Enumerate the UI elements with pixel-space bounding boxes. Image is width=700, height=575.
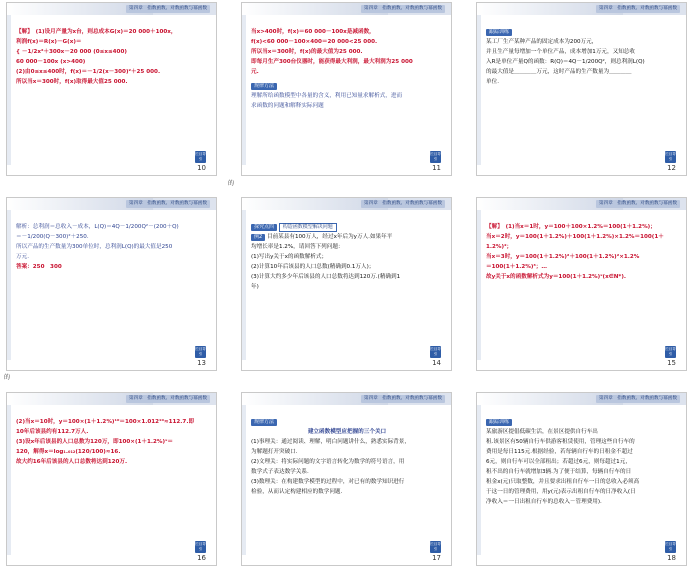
method-tag: 跟踪训练 [486, 29, 512, 36]
line-text: 入R是单位产量Q的函数：R(Q)＝4Q－1/200Q²，则总利润L(Q) [486, 59, 645, 65]
slide-header-bar [7, 3, 216, 15]
line-text: 答案：250 300 [16, 264, 62, 270]
text-line [16, 222, 208, 232]
slide-body [16, 27, 208, 87]
method-row [251, 81, 443, 91]
slide-number: 13 [197, 359, 206, 367]
slide-number: 15 [667, 359, 676, 367]
text-line [486, 272, 678, 282]
text-line [16, 77, 208, 87]
slide-12[interactable] [476, 2, 687, 176]
menu-button[interactable]: 栏目导引 [195, 346, 206, 358]
chapter-label: 第四章 指数函数、对数函数与幂函数 [596, 395, 680, 403]
text-line [16, 437, 208, 447]
tag-row [251, 417, 443, 427]
method-tag: 跟踪训练 [486, 419, 512, 426]
line-text: 均增长率是1.2%，请回答下列问题： [251, 244, 344, 250]
slide-number: 12 [667, 164, 676, 172]
text-line [16, 262, 208, 272]
slide-body [251, 417, 443, 497]
slide-header-bar [7, 393, 216, 405]
text-line [486, 262, 678, 272]
line-text: 10年后该县约有112.7万人. [16, 429, 89, 435]
line-text: 当x＝3时，y＝100(1＋1.2%)²＋100(1＋1.2%)²×1.2% [486, 254, 640, 260]
slide-edge [242, 405, 246, 555]
line-text: 【解】 (1)当x＝1时，y＝100＋100×1.2%＝100(1＋1.2%)； [486, 224, 656, 230]
text-line [486, 487, 678, 497]
text-line [486, 222, 678, 232]
line-text: 所以当x＝300时，f(x)的最大值为25 000. [251, 49, 363, 55]
text-line [486, 57, 678, 67]
example-tag: 例2 [251, 234, 265, 241]
slide-body [486, 27, 678, 87]
text-line [486, 67, 678, 77]
slide-body [251, 27, 443, 111]
line-text: 某工厂生产某种产品的固定成本为200万元， [486, 39, 598, 45]
text-line [486, 497, 678, 507]
line-text: ＝－1/200(Q－300)²＋250. [16, 234, 89, 240]
line-text: 1.2%)²； [486, 244, 513, 250]
line-text: 单位. [486, 79, 499, 85]
line-text: 当x＝2时，y＝100(1＋1.2%)＋100(1＋1.2%)×1.2%＝100(1＋ [486, 234, 664, 240]
text-line [251, 37, 443, 47]
menu-button[interactable]: 栏目导引 [665, 151, 676, 163]
text-line [16, 27, 208, 37]
slide-body [486, 417, 678, 507]
line-text: (2)计算10年后该县的人口总数(精确到0.1万人)； [251, 264, 375, 270]
line-text: 净收入＝一日出租自行车的总收入－管理费用). [486, 499, 602, 505]
slide-body [16, 417, 208, 467]
slide-number: 11 [432, 164, 441, 172]
line-text: 故y关于x的函数解析式为y＝100(1＋1.2%)ˣ(x∈N*). [486, 274, 626, 280]
chapter-label: 第四章 指数函数、对数函数与幂函数 [361, 5, 445, 13]
text-line [16, 232, 208, 242]
text-line [251, 242, 443, 252]
slide-15[interactable] [476, 197, 687, 371]
text-line [486, 457, 678, 467]
line-text: 当x>400时，f(x)＝60 000－100x是减函数， [251, 29, 375, 35]
text-line [251, 262, 443, 272]
text-line [16, 57, 208, 67]
menu-button[interactable]: 栏目导引 [665, 541, 676, 553]
slide-11[interactable] [241, 2, 452, 176]
text-line [251, 232, 443, 242]
text-line [16, 37, 208, 47]
line-text: 数学式子表达数学关系. [251, 469, 309, 475]
line-text: 租不出的自行车就增加3辆.为了便于结算，每辆自行车的日 [486, 469, 632, 475]
line-text: (1)事理关：通过阅读、理解，明白问题讲什么，熟悉实际背景， [251, 439, 410, 445]
line-text: 费用是每日115元.根据经验，若每辆自行车的日租金不超过 [486, 449, 633, 455]
side-note: 的 [4, 374, 11, 381]
chapter-label: 第四章 指数函数、对数函数与幂函数 [126, 395, 210, 403]
slide-edge [242, 15, 246, 165]
method-line: 求函数的问题和解释实际问题 [251, 103, 324, 109]
chapter-label: 第四章 指数函数、对数函数与幂函数 [596, 200, 680, 208]
line-text: (3)设x年后该县的人口总数为120万，即100×(1＋1.2%)ˣ＝ [16, 439, 173, 445]
text-line [486, 37, 678, 47]
line-text: 检验，从而认定构建相应的数学问题. [251, 489, 343, 495]
slide-header-bar [477, 198, 686, 210]
slide-number: 10 [197, 164, 206, 172]
text-line [251, 447, 443, 457]
menu-button[interactable]: 栏目导引 [195, 151, 206, 163]
text-line [486, 447, 678, 457]
line-text: (2)文理关：将实际问题的文字语言转化为数学的符号语言，用 [251, 459, 405, 465]
line-text: 利润f(x)＝R(x)－G(x)＝ [16, 39, 82, 45]
text-line [16, 67, 208, 77]
line-text: 年) [251, 284, 259, 290]
chapter-label: 第四章 指数函数、对数函数与幂函数 [361, 200, 445, 208]
slide-17[interactable] [241, 392, 452, 566]
method-tag: 规律方法 [251, 83, 277, 90]
slide-18[interactable] [476, 392, 687, 566]
text-line [486, 252, 678, 262]
text-line [251, 487, 443, 497]
line-text: (1)写出y关于x的函数解析式； [251, 254, 328, 260]
section-title [251, 222, 443, 232]
line-text: 的最大值是＿＿＿＿万元，这时产品的生产数量为＿＿＿＿ [486, 69, 632, 75]
line-text: 为解题打开突破口. [251, 449, 298, 455]
text-line [251, 252, 443, 262]
slide-body [251, 222, 443, 292]
menu-button[interactable]: 栏目导引 [195, 541, 206, 553]
line-text: 所以产品的生产数量为300单位时，总利润L(Q)的最大值是250 [16, 244, 173, 250]
text-line [16, 457, 208, 467]
slide-edge [477, 405, 481, 555]
line-text: 元. [251, 69, 259, 75]
line-text: 某旅游区提倡低碳生活，在景区提供自行车出 [486, 429, 598, 435]
menu-button[interactable]: 栏目导引 [665, 346, 676, 358]
line-text: 6元，则自行车可以全部租出；若超过6元，则每超过1元， [486, 459, 631, 465]
text-line [486, 437, 678, 447]
slide-number: 17 [432, 554, 441, 562]
line-text: f(x)<60 000－100×400＝20 000<25 000. [251, 39, 378, 45]
text-line [251, 27, 443, 37]
text-line [16, 47, 208, 57]
slide-edge [7, 15, 11, 165]
slide-body [16, 222, 208, 272]
line-text: 解析：总利润＝总收入－成本，L(Q)＝4Q－1/200Q²－(200＋Q) [16, 224, 179, 230]
slide-10[interactable] [6, 2, 217, 176]
slide-edge [7, 405, 11, 555]
line-text: 故大约16年后该县的人口总数将达到120万. [16, 459, 128, 465]
text-line [251, 57, 443, 67]
section-heading: 构造函数模型解决问题 [279, 223, 337, 232]
text-line [486, 427, 678, 437]
line-text: 并且生产量每增加一个单位产品，成本增加1万元，又知总收 [486, 49, 635, 55]
text-line [251, 457, 443, 467]
slide-edge [477, 210, 481, 360]
slide-edge [7, 210, 11, 360]
slide-header-bar [242, 198, 451, 210]
slide-header-bar [477, 3, 686, 15]
chapter-label: 第四章 指数函数、对数函数与幂函数 [596, 5, 680, 13]
line-text: (2)当x＝10时，y＝100×(1＋1.2%)¹⁰＝100×1.012¹⁰≈112.7.即 [16, 419, 195, 425]
text-line [251, 47, 443, 57]
text-line [251, 67, 443, 77]
line-text: (3)数理关：在构建数学模型的过程中，对已有的数学知识进行 [251, 479, 405, 485]
slide-header-bar [7, 198, 216, 210]
slide-14[interactable] [241, 197, 452, 371]
line-text: 【解】 (1)设月产量为x台，则总成本G(x)＝20 000＋100x， [16, 29, 177, 35]
line-text: 于这一日的管理费用，用y(元)表示出租自行车的日净收入(日 [486, 489, 636, 495]
tag-row [486, 27, 678, 37]
section-tag: 探究点四 [251, 224, 277, 231]
slide-edge [477, 15, 481, 165]
slide-13[interactable] [6, 197, 217, 371]
text-line [16, 417, 208, 427]
method-line: 理解所给函数模型中各量的含义，利用已知量求解析式，进而 [251, 93, 403, 99]
line-text: (3)计算大约多少年后该县的人口总数将达到120万.(精确到1 [251, 274, 401, 280]
line-text: 120，解得x＝log₁.₀₁₂(120/100)≈16. [16, 449, 121, 455]
slide-header-bar [477, 393, 686, 405]
slide-title: 建立函数模型应把握的三个关口 [307, 429, 387, 435]
text-line [486, 242, 678, 252]
text-line [486, 477, 678, 487]
line-text: ＝100(1＋1.2%)³；… [486, 264, 548, 270]
slide-body [486, 222, 678, 282]
slide-header-bar [242, 393, 451, 405]
slide-number: 16 [197, 554, 206, 562]
line-text: 所以当x＝300时，f(x)取得最大值25 000. [16, 79, 128, 85]
slide-number: 18 [667, 554, 676, 562]
line-text: 万元. [16, 254, 29, 260]
text-line [251, 272, 443, 282]
side-note: 的 [228, 180, 235, 187]
text-line [16, 427, 208, 437]
text-line [486, 77, 678, 87]
chapter-label: 第四章 指数函数、对数函数与幂函数 [126, 5, 210, 13]
text-line [486, 47, 678, 57]
chapter-label: 第四章 指数函数、对数函数与幂函数 [126, 200, 210, 208]
line-text: 租.该景区有50辆自行车供游客租赁使用，管理这些自行车的 [486, 439, 635, 445]
line-text: 租金x(元)只取整数，并且要求出租自行车一日的总收入必须高 [486, 479, 640, 485]
text-line [16, 252, 208, 262]
line-text: { －1/2x²＋300x－20 000 (0≤x≤400) [16, 49, 127, 55]
line-text: 60 000－100x (x>400) [16, 59, 86, 65]
menu-button[interactable]: 栏目导引 [430, 151, 441, 163]
text-line [16, 242, 208, 252]
text-line [251, 477, 443, 487]
method-tag: 规律方法 [251, 419, 277, 426]
tag-row [486, 417, 678, 427]
text-line [486, 467, 678, 477]
menu-button[interactable]: 栏目导引 [430, 541, 441, 553]
slide-edge [242, 210, 246, 360]
text-line [16, 447, 208, 457]
menu-button[interactable]: 栏目导引 [430, 346, 441, 358]
slide-header-bar [242, 3, 451, 15]
slide-16[interactable] [6, 392, 217, 566]
chapter-label: 第四章 指数函数、对数函数与幂函数 [361, 395, 445, 403]
line-text: 目前某县有100万人，经过x年后为y万人.如果年平 [266, 234, 393, 240]
text-line [251, 437, 443, 447]
slide-number: 14 [432, 359, 441, 367]
text-line [251, 282, 443, 292]
line-text: 即每月生产300台仪器时，能获得最大利润，最大利润为25 000 [251, 59, 413, 65]
line-text: (2)由0≤x≤400时，f(x)＝－1/2(x－300)²＋25 000. [16, 69, 161, 75]
text-line [251, 467, 443, 477]
text-line [486, 232, 678, 242]
